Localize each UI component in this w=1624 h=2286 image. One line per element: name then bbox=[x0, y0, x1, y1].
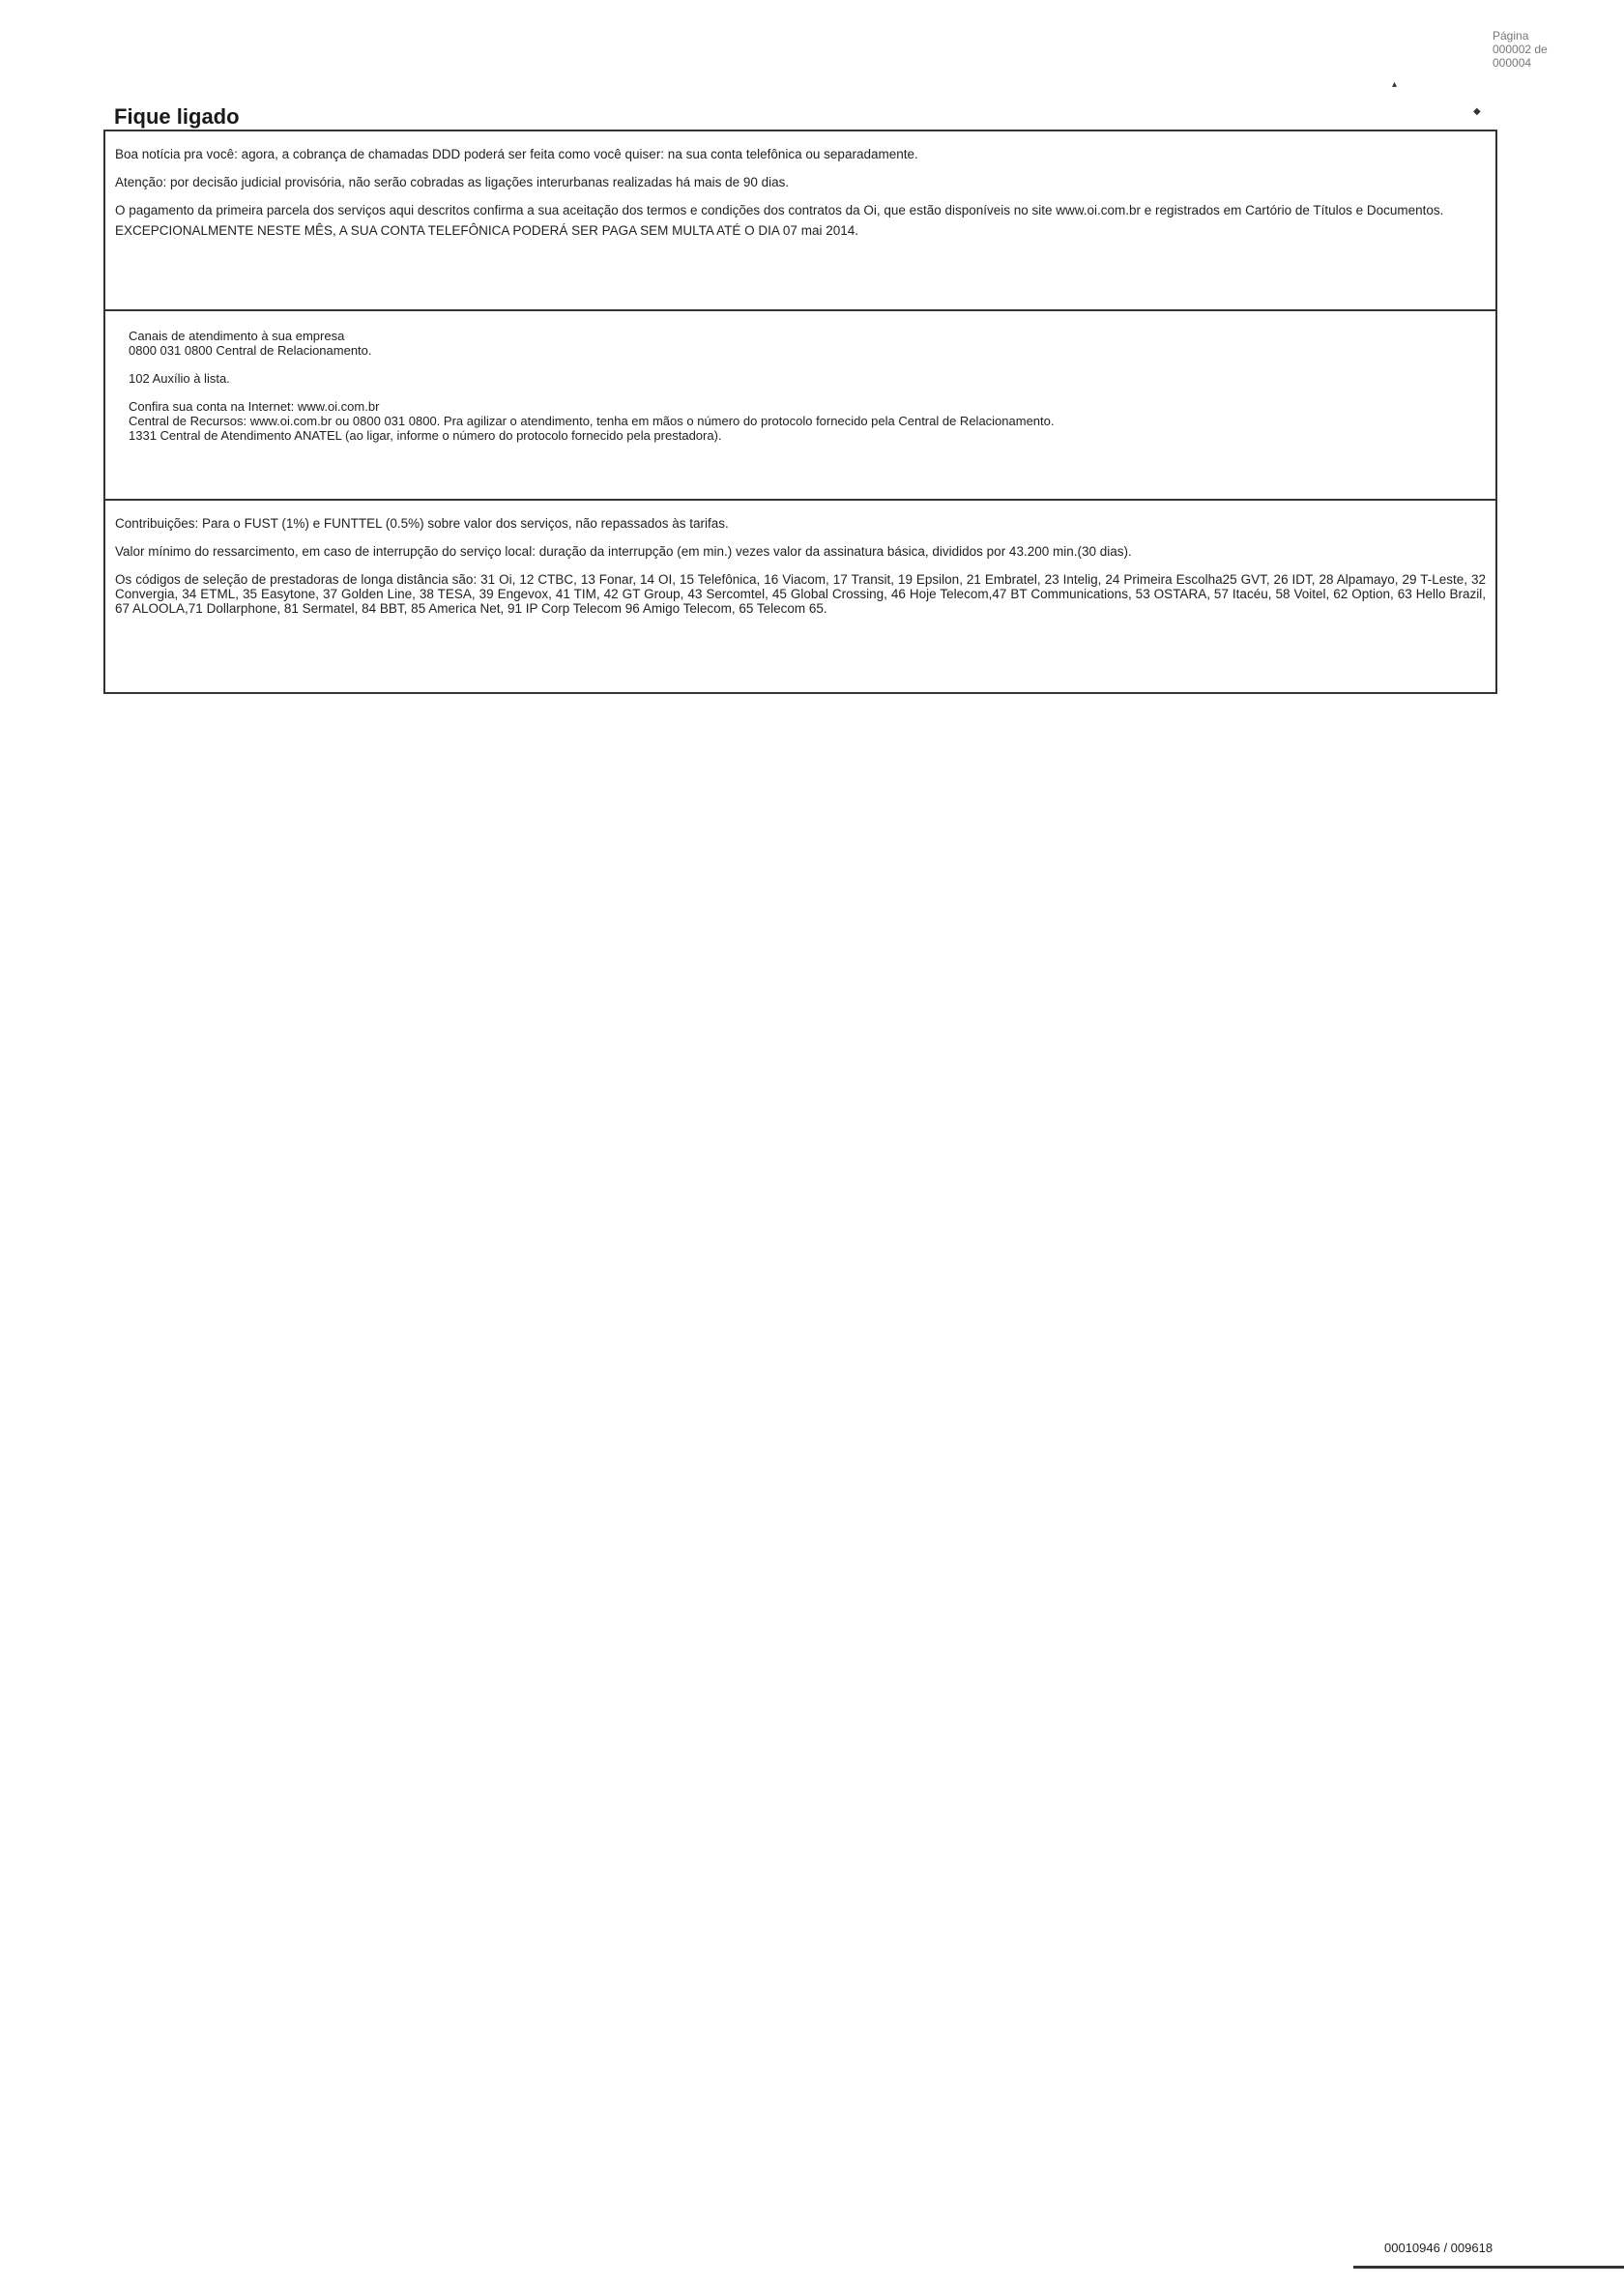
court-decision-notice: Atenção: por decisão judicial provisória, não serão cobradas as ligações interurbanas realizadas há mais de 90 dias. bbox=[115, 175, 790, 189]
contributions-section bbox=[105, 501, 1495, 692]
support-heading: Canais de atendimento à sua empresa bbox=[129, 329, 345, 343]
scan-speck-2: ◆ bbox=[1473, 106, 1481, 117]
refund-notice: Valor mínimo do ressarcimento, em caso de interrupção do serviço local: duração da interrupção (em min.) vezes valor da assinatura básica, divididos por 43.200 min.(30 dias). bbox=[115, 544, 1132, 559]
page-label: Página bbox=[1493, 29, 1529, 43]
page-number-header bbox=[1493, 29, 1609, 70]
carrier-codes-notice: Os códigos de seleção de prestadoras de longa distância são: 31 Oi, 12 CTBC, 13 Fonar, 14 OI, 15 Telefônica, 16 Viacom, 17 Transit, 19 Epsilon, 21 Embratel, 23 Intelig, 24 Primeira Escolha25 GVT, 26 IDT, 28 Alpamayo, 29 T-Leste, 32 Convergia, 34 ETML, 35 Easytone, 37 Golden Line, 38 TESA, 39 Engevox, 41 TIM, 42 GT Group, 43 Sercomtel, 45 Global Crossing, 46 Hoje Telecom,47 BT Communications, 53 OSTARA, 57 Itacéu, 58 Voitel, 62 Option, 63 Hello Brazil, 67 ALOOLA,71 Dollarphone, 81 Sermatel, 84 BBT, 85 America Net, 91 IP Corp Telecom 96 Amigo Telecom, 65 Telecom 65. bbox=[115, 572, 1486, 616]
info-box bbox=[103, 130, 1497, 694]
notices-section bbox=[105, 131, 1495, 311]
ddd-notice: Boa notícia pra você: agora, a cobrança de chamadas DDD poderá ser feita como você quiser: na sua conta telefônica ou separadamente. bbox=[115, 147, 918, 161]
footer-rule bbox=[1353, 2266, 1624, 2269]
document-number: 00010946 / 009618 bbox=[1384, 2241, 1494, 2255]
scan-speck-1: ▴ bbox=[1392, 79, 1398, 90]
no-fine-notice: EXCEPCIONALMENTE NESTE MÊS, A SUA CONTA TELEFÔNICA PODERÁ SER PAGA SEM MULTA ATÉ O DIA 07 mai 2014. bbox=[115, 223, 858, 238]
online-bill-line: Confira sua conta na Internet: www.oi.com.br bbox=[129, 399, 380, 414]
directory-assistance-line: 102 Auxílio à lista. bbox=[129, 371, 230, 386]
appeals-center-line: Central de Recursos: www.oi.com.br ou 0800 031 0800. Pra agilizar o atendimento, tenha em mãos o número do protocolo fornecido pela Central de Relacionamento. bbox=[129, 414, 1055, 428]
support-channels-section bbox=[105, 311, 1495, 501]
payment-acceptance-notice: O pagamento da primeira parcela dos serviços aqui descritos confirma a sua aceitação dos termos e condições dos contratos da Oi, que estão disponíveis no site www.oi.com.br e registrados em Cartório de Títulos e Documentos. bbox=[115, 203, 1444, 217]
anatel-line: 1331 Central de Atendimento ANATEL (ao ligar, informe o número do protocolo fornecido pela prestadora). bbox=[129, 428, 722, 443]
page-total: 000004 bbox=[1493, 56, 1532, 70]
relationship-center-line: 0800 031 0800 Central de Relacionamento. bbox=[129, 343, 372, 358]
section-title: Fique ligado bbox=[114, 104, 240, 129]
page-of: 000002 de bbox=[1493, 43, 1548, 56]
contributions-notice: Contribuições: Para o FUST (1%) e FUNTTEL (0.5%) sobre valor dos serviços, não repassados às tarifas. bbox=[115, 516, 729, 531]
